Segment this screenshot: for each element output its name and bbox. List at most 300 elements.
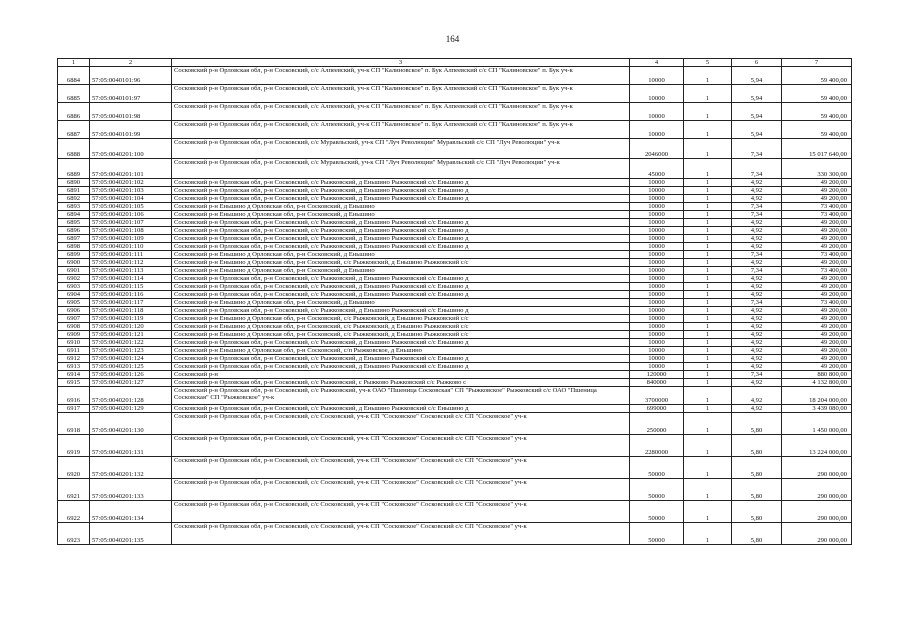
sum-value: 59 400,00: [782, 121, 852, 139]
area-value: 10000: [630, 355, 684, 363]
location-description: Сосковский р-н Орловская обл, р-н Сосковский, с/с Рыжковский, д Еньшино Рыжковский с/с Еньшино д: [172, 405, 630, 413]
location-description: Сосковский р-н Орловская обл, р-н Сосковский, с/с Сосковский, уч-к СП "Сосковское" Сосковский с/с СП "Сосковское" уч-к: [172, 523, 630, 545]
row-number: 6894: [58, 211, 90, 219]
cadastral-number: 57:05:0040201:117: [90, 299, 172, 307]
table-row: [58, 339, 852, 347]
rate-value: 4,92: [732, 355, 782, 363]
rate-value: 7,34: [732, 267, 782, 275]
cadastral-number: 57:05:0040201:118: [90, 307, 172, 315]
rate-value: 4,92: [732, 227, 782, 235]
rate-value: 4,92: [732, 307, 782, 315]
area-value: 10000: [630, 259, 684, 267]
sum-value: 73 400,00: [782, 251, 852, 259]
location-description: Сосковский р-н Еньшино д Орловская обл, р-н Сосковский, с/с Рыжковский, д Еньшино Рыжковский с/с: [172, 323, 630, 331]
rate-value: 5,80: [732, 523, 782, 545]
quantity-value: 1: [684, 339, 732, 347]
row-number: 6918: [58, 413, 90, 435]
area-value: 10000: [630, 339, 684, 347]
quantity-value: 1: [684, 291, 732, 299]
sum-value: 49 200,00: [782, 291, 852, 299]
row-number: 6909: [58, 331, 90, 339]
location-description: Сосковский р-н Орловская обл, р-н Сосковский, с/с Рыжковский, д Еньшино Рыжковский с/с Еньшино д: [172, 179, 630, 187]
rate-value: 4,92: [732, 405, 782, 413]
rate-value: 5,80: [732, 435, 782, 457]
quantity-value: 1: [684, 307, 732, 315]
cadastral-number: 57:05:0040201:127: [90, 379, 172, 387]
location-description: Сосковский р-н Орловская обл, р-н Сосковский, с/с Рыжковский, д Еньшино Рыжковский с/с Еньшино д: [172, 195, 630, 203]
quantity-value: 1: [684, 103, 732, 121]
quantity-value: 1: [684, 235, 732, 243]
row-number: 6887: [58, 121, 90, 139]
quantity-value: 1: [684, 371, 732, 379]
area-value: 10000: [630, 299, 684, 307]
cadastral-number: 57:05:0040101:98: [90, 103, 172, 121]
row-number: 6889: [58, 159, 90, 179]
location-description: Сосковский р-н Орловская обл, р-н Сосковский, с/с Сосковский, уч-к СП "Сосковское" Сосковский с/с СП "Сосковское" уч-к: [172, 457, 630, 479]
sum-value: 49 200,00: [782, 355, 852, 363]
location-description: Сосковский р-н Орловская обл, р-н Сосковский, с/с Рыжковский, д Еньшино Рыжковский с/с Еньшино д: [172, 275, 630, 283]
quantity-value: 1: [684, 219, 732, 227]
row-number: 6917: [58, 405, 90, 413]
area-value: 10000: [630, 291, 684, 299]
table-row: [58, 457, 852, 479]
location-description: Сосковский р-н Орловская обл, р-н Сосковский, с/с Рыжковский, д Еньшино Рыжковский с/с Еньшино д: [172, 219, 630, 227]
rate-value: 7,34: [732, 139, 782, 159]
table-row: [58, 187, 852, 195]
sum-value: 49 200,00: [782, 307, 852, 315]
sum-value: 59 400,00: [782, 85, 852, 103]
rate-value: 4,92: [732, 387, 782, 405]
row-number: 6902: [58, 275, 90, 283]
location-description: Сосковский р-н Орловская обл, р-н Сосковский, с/с Сосковский, уч-к СП "Сосковское" Сосковский с/с СП "Сосковское" уч-к: [172, 479, 630, 501]
land-plot-table: [57, 58, 852, 545]
table-row: [58, 103, 852, 121]
location-description: Сосковский р-н Орловская обл, р-н Сосковский, с/с Рыжковский, с Рыжково Рыжковский с/с Рыжково с: [172, 379, 630, 387]
table-row: [58, 227, 852, 235]
area-value: 10000: [630, 315, 684, 323]
rate-value: 4,92: [732, 259, 782, 267]
row-number: 6899: [58, 251, 90, 259]
quantity-value: 1: [684, 363, 732, 371]
table-row: [58, 347, 852, 355]
cadastral-number: 57:05:0040201:135: [90, 523, 172, 545]
area-value: 50000: [630, 501, 684, 523]
area-value: 2280000: [630, 435, 684, 457]
rate-value: 7,34: [732, 211, 782, 219]
quantity-value: 1: [684, 211, 732, 219]
cadastral-number: 57:05:0040201:121: [90, 331, 172, 339]
location-description: Сосковский р-н Орловская обл, р-н Сосковский, с/с Алпеевский, уч-к СП "Калиновское" п. Бук Алпеевский с/с СП "Калиновское" п. Бук уч-к: [172, 121, 630, 139]
location-description: Сосковский р-н Еньшино д Орловская обл, р-н Сосковский, с/с Рыжковский, д Еньшино Рыжковский с/с: [172, 331, 630, 339]
area-value: 10000: [630, 307, 684, 315]
table-row: [58, 299, 852, 307]
quantity-value: 1: [684, 251, 732, 259]
rate-value: 4,92: [732, 315, 782, 323]
table-row: [58, 235, 852, 243]
table-row: [58, 379, 852, 387]
quantity-value: 1: [684, 283, 732, 291]
table-row: [58, 139, 852, 159]
sum-value: 3 439 080,00: [782, 405, 852, 413]
row-number: 6913: [58, 363, 90, 371]
cadastral-number: 57:05:0040201:109: [90, 235, 172, 243]
quantity-value: 1: [684, 227, 732, 235]
area-value: 10000: [630, 331, 684, 339]
area-value: 10000: [630, 275, 684, 283]
area-value: 10000: [630, 67, 684, 85]
quantity-value: 1: [684, 435, 732, 457]
location-description: Сосковский р-н Орловская обл, р-н Сосковский, с/с Муравльский, уч-к СП "Луч Революции" Муравльский с/с СП "Луч Революции" уч-к: [172, 139, 630, 159]
table-row: [58, 275, 852, 283]
quantity-value: 1: [684, 347, 732, 355]
location-description: Сосковский р-н Орловская обл, р-н Сосковский, с/с Рыжковский, д Еньшино Рыжковский с/с Еньшино д: [172, 235, 630, 243]
location-description: Сосковский р-н Еньшино д Орловская обл, р-н Сосковский, с/с Рыжковский, д Еньшино Рыжковский с/с: [172, 315, 630, 323]
quantity-value: 1: [684, 179, 732, 187]
column-header: 5: [684, 59, 732, 67]
area-value: 10000: [630, 103, 684, 121]
row-number: 6897: [58, 235, 90, 243]
location-description: Сосковский р-н Орловская обл, р-н Сосковский, с/с Сосковский, уч-к СП "Сосковское" Сосковский с/с СП "Сосковское" уч-к: [172, 413, 630, 435]
table-row: [58, 121, 852, 139]
sum-value: 73 400,00: [782, 267, 852, 275]
location-description: Сосковский р-н Еньшино д Орловская обл, р-н Сосковский, д Еньшино: [172, 267, 630, 275]
rate-value: 5,94: [732, 103, 782, 121]
location-description: Сосковский р-н Орловская обл, р-н Сосковский, с/с Муравльский, уч-к СП "Луч Революции" Муравльский с/с СП "Луч Революции" уч-к: [172, 159, 630, 179]
location-description: Сосковский р-н Орловская обл, р-н Сосковский, с/с Рыжковский, д Еньшино Рыжковский с/с Еньшино д: [172, 243, 630, 251]
cadastral-number: 57:05:0040201:120: [90, 323, 172, 331]
area-value: 699000: [630, 405, 684, 413]
sum-value: 49 200,00: [782, 227, 852, 235]
quantity-value: 1: [684, 355, 732, 363]
cadastral-number: 57:05:0040201:105: [90, 203, 172, 211]
quantity-value: 1: [684, 501, 732, 523]
row-number: 6919: [58, 435, 90, 457]
row-number: 6923: [58, 523, 90, 545]
cadastral-number: 57:05:0040201:100: [90, 139, 172, 159]
sum-value: 49 200,00: [782, 283, 852, 291]
row-number: 6915: [58, 379, 90, 387]
row-number: 6911: [58, 347, 90, 355]
area-value: 50000: [630, 479, 684, 501]
quantity-value: 1: [684, 523, 732, 545]
quantity-value: 1: [684, 315, 732, 323]
table-row: [58, 413, 852, 435]
sum-value: 49 200,00: [782, 195, 852, 203]
sum-value: 290 000,00: [782, 457, 852, 479]
cadastral-number: 57:05:0040201:115: [90, 283, 172, 291]
cadastral-number: 57:05:0040201:107: [90, 219, 172, 227]
location-description: Сосковский р-н: [172, 371, 630, 379]
rate-value: 4,92: [732, 291, 782, 299]
rate-value: 5,94: [732, 121, 782, 139]
rate-value: 5,80: [732, 501, 782, 523]
area-value: 50000: [630, 457, 684, 479]
sum-value: 49 200,00: [782, 243, 852, 251]
row-number: 6906: [58, 307, 90, 315]
sum-value: 49 200,00: [782, 179, 852, 187]
quantity-value: 1: [684, 187, 732, 195]
quantity-value: 1: [684, 259, 732, 267]
location-description: Сосковский р-н Орловская обл, р-н Сосковский, с/с Рыжковский, д Еньшино Рыжковский с/с Еньшино д: [172, 283, 630, 291]
row-number: 6912: [58, 355, 90, 363]
cadastral-number: 57:05:0040201:129: [90, 405, 172, 413]
cadastral-number: 57:05:0040201:108: [90, 227, 172, 235]
column-header: 6: [732, 59, 782, 67]
sum-value: 330 300,00: [782, 159, 852, 179]
area-value: 45000: [630, 159, 684, 179]
quantity-value: 1: [684, 267, 732, 275]
sum-value: 18 204 000,00: [782, 387, 852, 405]
table-row: [58, 307, 852, 315]
sum-value: 290 000,00: [782, 479, 852, 501]
quantity-value: 1: [684, 379, 732, 387]
row-number: 6900: [58, 259, 90, 267]
area-value: 250000: [630, 413, 684, 435]
row-number: 6891: [58, 187, 90, 195]
column-header: 2: [90, 59, 172, 67]
area-value: 2046000: [630, 139, 684, 159]
quantity-value: 1: [684, 121, 732, 139]
row-number: 6898: [58, 243, 90, 251]
row-number: 6904: [58, 291, 90, 299]
location-description: Сосковский р-н Орловская обл, р-н Сосковский, с/с Рыжковский, д Еньшино Рыжковский с/с Еньшино д: [172, 307, 630, 315]
column-header: 4: [630, 59, 684, 67]
rate-value: 4,92: [732, 379, 782, 387]
column-header: 1: [58, 59, 90, 67]
location-description: Сосковский р-н Орловская обл, р-н Сосковский, с/с Алпеевский, уч-к СП "Калиновское" п. Бук Алпеевский с/с СП "Калиновское" п. Бук уч-к: [172, 67, 630, 85]
quantity-value: 1: [684, 413, 732, 435]
quantity-value: 1: [684, 275, 732, 283]
quantity-value: 1: [684, 323, 732, 331]
cadastral-number: 57:05:0040201:112: [90, 259, 172, 267]
area-value: 10000: [630, 195, 684, 203]
table-row: [58, 211, 852, 219]
row-number: 6886: [58, 103, 90, 121]
rate-value: 4,92: [732, 187, 782, 195]
rate-value: 4,92: [732, 347, 782, 355]
location-description: Сосковский р-н Еньшино д Орловская обл, р-н Сосковский, д Еньшино: [172, 211, 630, 219]
rate-value: 4,92: [732, 195, 782, 203]
area-value: 10000: [630, 235, 684, 243]
area-value: 10000: [630, 363, 684, 371]
rate-value: 5,94: [732, 67, 782, 85]
location-description: Сосковский р-н Орловская обл, р-н Сосковский, с/с Рыжковский, д Еньшино Рыжковский с/с Еньшино д: [172, 227, 630, 235]
column-header: 3: [172, 59, 630, 67]
table-row: [58, 159, 852, 179]
table-header-row: [58, 59, 852, 67]
table-row: [58, 387, 852, 405]
quantity-value: 1: [684, 299, 732, 307]
quantity-value: 1: [684, 387, 732, 405]
cadastral-number: 57:05:0040201:101: [90, 159, 172, 179]
table-row: [58, 323, 852, 331]
location-description: Сосковский р-н Еньшино д Орловская обл, р-н Сосковский, с/п Рыжковское, д Еньшино: [172, 347, 630, 355]
sum-value: 49 200,00: [782, 259, 852, 267]
cadastral-number: 57:05:0040201:128: [90, 387, 172, 405]
table-row: [58, 179, 852, 187]
cadastral-number: 57:05:0040201:106: [90, 211, 172, 219]
quantity-value: 1: [684, 85, 732, 103]
cadastral-number: 57:05:0040201:119: [90, 315, 172, 323]
area-value: 10000: [630, 203, 684, 211]
table-row: [58, 259, 852, 267]
cadastral-number: 57:05:0040101:99: [90, 121, 172, 139]
rate-value: 4,92: [732, 283, 782, 291]
rate-value: 5,80: [732, 413, 782, 435]
quantity-value: 1: [684, 331, 732, 339]
quantity-value: 1: [684, 203, 732, 211]
row-number: 6920: [58, 457, 90, 479]
cadastral-number: 57:05:0040201:133: [90, 479, 172, 501]
rate-value: 4,92: [732, 243, 782, 251]
row-number: 6916: [58, 387, 90, 405]
area-value: 10000: [630, 267, 684, 275]
location-description: Сосковский р-н Еньшино д Орловская обл, р-н Сосковский, д Еньшино: [172, 203, 630, 211]
rate-value: 4,92: [732, 363, 782, 371]
row-number: 6910: [58, 339, 90, 347]
sum-value: 49 200,00: [782, 347, 852, 355]
rate-value: 4,92: [732, 339, 782, 347]
rate-value: 4,92: [732, 235, 782, 243]
page-number: 164: [445, 34, 460, 44]
sum-value: 49 200,00: [782, 219, 852, 227]
location-description: Сосковский р-н Орловская обл, р-н Сосковский, с/с Рыжковский, д Еньшино Рыжковский с/с Еньшино д: [172, 187, 630, 195]
row-number: 6895: [58, 219, 90, 227]
area-value: 10000: [630, 219, 684, 227]
quantity-value: 1: [684, 159, 732, 179]
row-number: 6907: [58, 315, 90, 323]
quantity-value: 1: [684, 139, 732, 159]
cadastral-number: 57:05:0040201:113: [90, 267, 172, 275]
table-row: [58, 195, 852, 203]
area-value: 10000: [630, 283, 684, 291]
location-description: Сосковский р-н Орловская обл, р-н Сосковский, с/с Сосковский, уч-к СП "Сосковское" Сосковский с/с СП "Сосковское" уч-к: [172, 435, 630, 457]
table-row: [58, 371, 852, 379]
table-row: [58, 251, 852, 259]
sum-value: 73 400,00: [782, 203, 852, 211]
location-description: Сосковский р-н Орловская обл, р-н Сосковский, с/с Рыжковский, д Еньшино Рыжковский с/с Еньшино д: [172, 355, 630, 363]
sum-value: 4 132 800,00: [782, 379, 852, 387]
area-value: 10000: [630, 85, 684, 103]
table-row: [58, 331, 852, 339]
area-value: 10000: [630, 251, 684, 259]
area-value: 3700000: [630, 387, 684, 405]
area-value: 10000: [630, 121, 684, 139]
rate-value: 7,34: [732, 299, 782, 307]
sum-value: 880 800,00: [782, 371, 852, 379]
location-description: Сосковский р-н Орловская обл, р-н Сосковский, с/с Алпеевский, уч-к СП "Калиновское" п. Бук Алпеевский с/с СП "Калиновское" п. Бук уч-к: [172, 85, 630, 103]
table-row: [58, 243, 852, 251]
row-number: 6921: [58, 479, 90, 501]
row-number: 6892: [58, 195, 90, 203]
row-number: 6903: [58, 283, 90, 291]
quantity-value: 1: [684, 405, 732, 413]
sum-value: 15 017 640,00: [782, 139, 852, 159]
row-number: 6884: [58, 67, 90, 85]
location-description: Сосковский р-н Орловская обл, р-н Сосковский, с/с Рыжковский, уч-к ОАО "Пшеница Сосковская" СП "Рыжковское" Рыжковский с/с ОАО "Пшеница Сосковская" СП "Рыжковское" уч-к: [172, 387, 630, 405]
location-description: Сосковский р-н Орловская обл, р-н Сосковский, с/с Рыжковский, д Еньшино Рыжковский с/с Еньшино д: [172, 291, 630, 299]
cadastral-number: 57:05:0040201:134: [90, 501, 172, 523]
table-row: [58, 67, 852, 85]
cadastral-number: 57:05:0040201:104: [90, 195, 172, 203]
table-row: [58, 85, 852, 103]
area-value: 120000: [630, 371, 684, 379]
cadastral-number: 57:05:0040201:103: [90, 187, 172, 195]
cadastral-number: 57:05:0040201:130: [90, 413, 172, 435]
sum-value: 59 400,00: [782, 67, 852, 85]
area-value: 10000: [630, 211, 684, 219]
quantity-value: 1: [684, 457, 732, 479]
row-number: 6885: [58, 85, 90, 103]
table-row: [58, 315, 852, 323]
sum-value: 49 200,00: [782, 363, 852, 371]
table-row: [58, 523, 852, 545]
cadastral-number: 57:05:0040201:131: [90, 435, 172, 457]
area-value: 50000: [630, 523, 684, 545]
rate-value: 5,80: [732, 457, 782, 479]
sum-value: 73 400,00: [782, 299, 852, 307]
area-value: 10000: [630, 243, 684, 251]
location-description: Сосковский р-н Еньшино д Орловская обл, р-н Сосковский, д Еньшино: [172, 251, 630, 259]
cadastral-number: 57:05:0040201:124: [90, 355, 172, 363]
quantity-value: 1: [684, 67, 732, 85]
sum-value: 49 200,00: [782, 315, 852, 323]
sum-value: 59 400,00: [782, 103, 852, 121]
sum-value: 49 200,00: [782, 323, 852, 331]
area-value: 10000: [630, 179, 684, 187]
rate-value: 4,92: [732, 331, 782, 339]
location-description: Сосковский р-н Орловская обл, р-н Сосковский, с/с Алпеевский, уч-к СП "Калиновское" п. Бук Алпеевский с/с СП "Калиновское" п. Бук уч-к: [172, 103, 630, 121]
sum-value: 73 400,00: [782, 211, 852, 219]
rate-value: 5,94: [732, 85, 782, 103]
column-header: 7: [782, 59, 852, 67]
table-row: [58, 291, 852, 299]
location-description: Сосковский р-н Орловская обл, р-н Сосковский, с/с Рыжковский, д Еньшино Рыжковский с/с Еньшино д: [172, 363, 630, 371]
row-number: 6922: [58, 501, 90, 523]
row-number: 6888: [58, 139, 90, 159]
rate-value: 7,34: [732, 251, 782, 259]
location-description: Сосковский р-н Еньшино д Орловская обл, р-н Сосковский, с/с Рыжковский, д Еньшино Рыжковский с/с: [172, 259, 630, 267]
table-row: [58, 435, 852, 457]
rate-value: 4,92: [732, 275, 782, 283]
sum-value: 49 200,00: [782, 187, 852, 195]
sum-value: 290 000,00: [782, 501, 852, 523]
row-number: 6901: [58, 267, 90, 275]
table-row: [58, 203, 852, 211]
rate-value: 7,34: [732, 159, 782, 179]
row-number: 6914: [58, 371, 90, 379]
table-row: [58, 267, 852, 275]
table-row: [58, 479, 852, 501]
quantity-value: 1: [684, 243, 732, 251]
row-number: 6896: [58, 227, 90, 235]
quantity-value: 1: [684, 479, 732, 501]
cadastral-number: 57:05:0040201:111: [90, 251, 172, 259]
quantity-value: 1: [684, 195, 732, 203]
rate-value: 7,34: [732, 371, 782, 379]
area-value: 10000: [630, 323, 684, 331]
area-value: 10000: [630, 347, 684, 355]
table-row: [58, 219, 852, 227]
cadastral-number: 57:05:0040101:96: [90, 67, 172, 85]
cadastral-number: 57:05:0040101:97: [90, 85, 172, 103]
table-body: [58, 67, 852, 545]
rate-value: 4,92: [732, 179, 782, 187]
cadastral-number: 57:05:0040201:123: [90, 347, 172, 355]
cadastral-number: 57:05:0040201:132: [90, 457, 172, 479]
cadastral-number: 57:05:0040201:102: [90, 179, 172, 187]
area-value: 840000: [630, 379, 684, 387]
